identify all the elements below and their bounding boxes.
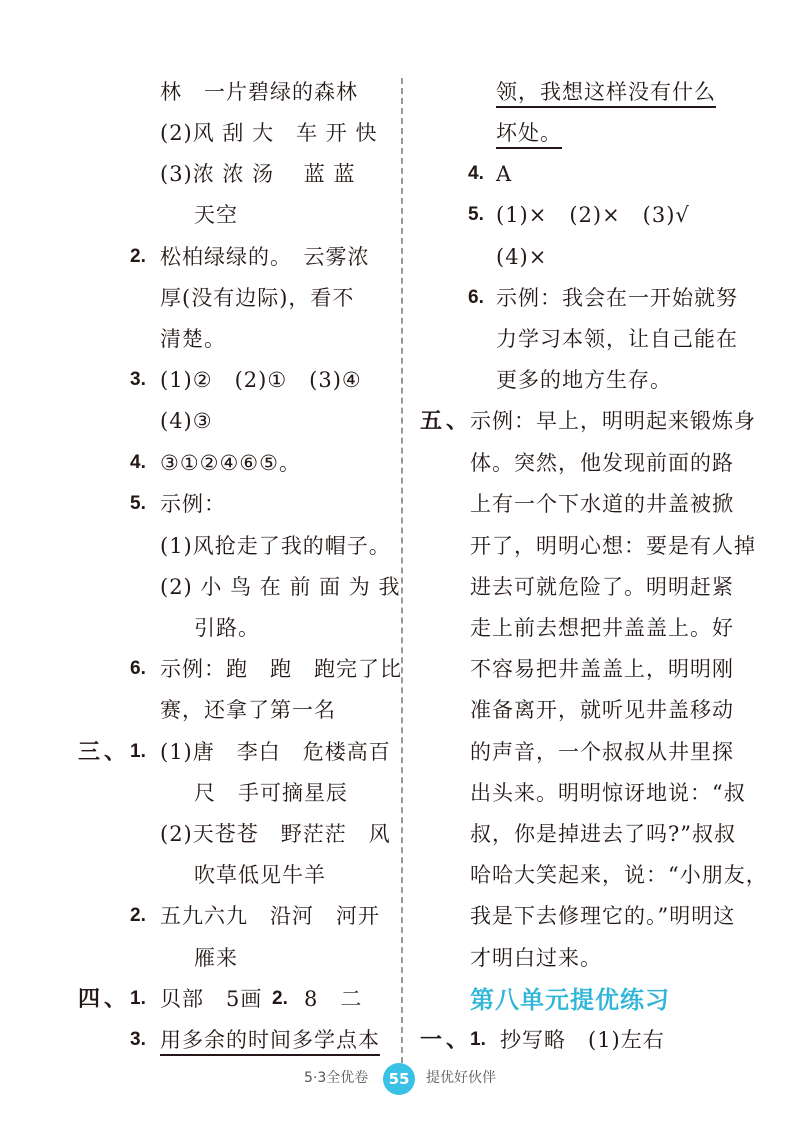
answer-line: 的声音，一个叔叔从井里探 xyxy=(470,740,734,764)
answer-line: 雁来 xyxy=(194,946,238,970)
answer-line xyxy=(160,1027,380,1053)
answer-line: 松柏绿绿的。 云雾浓 xyxy=(160,245,370,269)
answer-line: 示例：早上，明明起来锻炼身 xyxy=(470,409,756,433)
answer-line: (4)× xyxy=(496,245,548,269)
answer-line: 吹草低见牛羊 xyxy=(194,863,326,887)
underlined-answer: 领，我想这样没有什么 xyxy=(496,80,716,108)
answer-line: (1)② (2)① (3)④ xyxy=(160,368,362,392)
answer-line: 进去可就危险了。明明赶紧 xyxy=(470,575,734,599)
answer-line xyxy=(496,120,562,146)
question-number: 3. xyxy=(130,369,146,390)
answer-line: (2) 小 鸟 在 前 面 为 我 xyxy=(160,575,401,599)
answer-line: 力学习本领，让自己能在 xyxy=(496,327,738,351)
answer-line: 抄写略 (1)左右 xyxy=(500,1028,665,1052)
answer-line: (4)③ xyxy=(160,409,213,433)
question-number: 4. xyxy=(468,163,484,184)
answer-line: (3)浓 浓 汤 蓝 蓝 xyxy=(160,162,356,186)
answer-line: 叔，你是掉进去了吗?”叔叔 xyxy=(470,822,736,846)
answer-line: 示例：跑 跑 跑完了比 xyxy=(160,657,402,681)
answer-line: 8 二 xyxy=(304,987,363,1011)
question-number: 2. xyxy=(130,905,146,926)
unit-title: 第八单元提优练习 xyxy=(470,986,670,1014)
question-number: 1. xyxy=(130,988,146,1009)
question-number: 6. xyxy=(130,658,146,679)
answer-line xyxy=(496,79,716,105)
answer-line: (1)风抢走了我的帽子。 xyxy=(160,534,391,558)
answer-line: 清楚。 xyxy=(160,327,226,351)
section-heading: 三、 xyxy=(78,739,131,765)
answer-line: 林 一片碧绿的森林 xyxy=(160,80,358,104)
answer-line: 体。突然，他发现前面的路 xyxy=(470,451,734,475)
question-number: 5. xyxy=(468,204,484,225)
question-number: 1. xyxy=(130,741,146,762)
answer-line: 尺 手可摘星辰 xyxy=(194,781,348,805)
footer-slogan: 提优好伙伴 xyxy=(426,1070,496,1086)
answer-line: 赛，还拿了第一名 xyxy=(160,698,336,722)
answer-line: 开了，明明心想：要是有人掉 xyxy=(470,534,756,558)
question-number: 1. xyxy=(470,1029,486,1050)
question-number: 2. xyxy=(130,246,146,267)
answer-line: 哈哈大笑起来，说：“小朋友， xyxy=(470,863,768,887)
answer-line: ③①②④⑥⑤。 xyxy=(160,451,301,475)
answer-line: 厚(没有边际)，看不 xyxy=(160,286,355,310)
answer-line: 出头来。明明惊讶地说：“叔 xyxy=(470,781,746,805)
question-number: 3. xyxy=(130,1029,146,1050)
section-heading: 一、 xyxy=(420,1027,473,1053)
answer-line: 示例： xyxy=(160,492,226,516)
column-divider xyxy=(401,78,403,1063)
answer-line: 才明白过来。 xyxy=(470,946,602,970)
section-heading: 四、 xyxy=(78,986,131,1012)
answer-line: 准备离开，就听见井盖移动 xyxy=(470,698,734,722)
answer-line: 更多的地方生存。 xyxy=(496,368,672,392)
answer-line: 示例：我会在一开始就努 xyxy=(496,286,738,310)
answer-line: (1)唐 李白 危楼高百 xyxy=(160,740,391,764)
answer-line: 贝部 5画 xyxy=(160,987,263,1011)
answer-line: (2)风 刮 大 车 开 快 xyxy=(160,121,378,145)
section-heading: 五、 xyxy=(420,408,473,434)
answer-line: (1)× (2)× (3)√ xyxy=(496,203,690,227)
answer-line: 走上前去想把井盖盖上。好 xyxy=(470,616,734,640)
underlined-answer: 用多余的时间多学点本 xyxy=(160,1028,380,1056)
answer-line: 引路。 xyxy=(194,616,260,640)
answer-line: 上有一个下水道的井盖被掀 xyxy=(470,492,734,516)
page-number-badge: 55 xyxy=(383,1063,415,1095)
answer-line: 天空 xyxy=(194,203,238,227)
question-number: 6. xyxy=(468,287,484,308)
answer-line: 不容易把井盖盖上，明明刚 xyxy=(470,657,734,681)
answer-line: A xyxy=(496,162,513,186)
answer-line: 我是下去修理它的。”明明这 xyxy=(470,904,736,928)
question-number: 5. xyxy=(130,493,146,514)
footer-brand: 5·3全优卷 xyxy=(304,1070,369,1086)
answer-line: (2)天苍苍 野茫茫 风 xyxy=(160,822,391,846)
question-number: 4. xyxy=(130,452,146,473)
answer-line: 五九六九 沿河 河开 xyxy=(160,904,380,928)
underlined-answer: 坏处。 xyxy=(496,121,562,149)
question-number: 2. xyxy=(272,988,288,1009)
